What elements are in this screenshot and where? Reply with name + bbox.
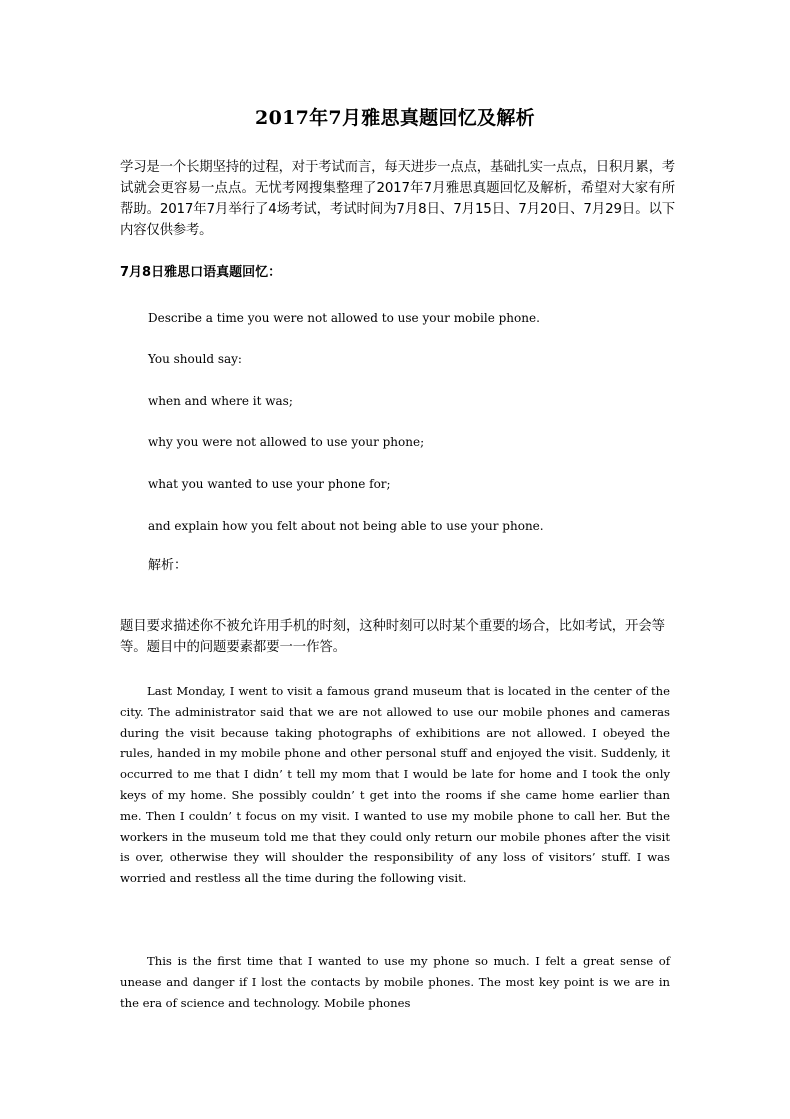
document-title: 2017年7月雅思真题回忆及解析 bbox=[255, 107, 535, 129]
question-point-3: what you wanted to use your phone for; bbox=[148, 477, 391, 491]
question-point-1: when and where it was; bbox=[148, 394, 293, 408]
intro-paragraph: 学习是一个长期坚持的过程，对于考试而言，每天进步一点点，基础扎实一点点，日积月累，考试就会更容易一点点。无忧考网搜集整理了2017年7月雅思真题回忆及解析，希望对大家有所帮助。2017年7月举行了4场考试，考试时间为7月8日、7月15日、7月20日、7月29日。以下内容仅供参考。 bbox=[120, 160, 675, 238]
question-prompt: Describe a time you were not allowed to use your mobile phone. bbox=[148, 311, 540, 325]
essay-paragraph-2: This is the first time that I wanted to use my phone so much. I felt a great sense of unease and danger if I lost the contacts by mobile phones. The most key point is we are in the era of science and technology. Mobile phones bbox=[120, 954, 670, 1010]
essay-paragraph-1: Last Monday, I went to visit a famous grand museum that is located in the center of the city. The administrator said that we are not allowed to use our mobile phones and cameras during the visit because taking photographs of exhibitions are not allowed. I obeyed the rules, handed in my mobile phone and other personal stuff and enjoyed the visit. Suddenly, it occurred to me that I didn’ t tell my mom that I would be late for home and I took the only keys of my home. She possibly couldn’ t get into the rooms if she came home earlier than me. Then I couldn’ t focus on my visit. I wanted to use my mobile phone to call her. But the workers in the museum told me that they could only return our mobile phones after the visit is over, otherwise they will shoulder the responsibility of any loss of visitors’ stuff. I was worried and restless all the time during the following visit. bbox=[120, 684, 670, 886]
section-heading: 7月8日雅思口语真题回忆： bbox=[120, 265, 282, 280]
analysis-label: 解析： bbox=[148, 558, 188, 573]
question-point-2: why you were not allowed to use your phone; bbox=[148, 435, 425, 449]
question-should-say: You should say: bbox=[148, 352, 242, 366]
question-point-4: and explain how you felt about not being able to use your phone. bbox=[148, 519, 544, 533]
analysis-paragraph: 题目要求描述你不被允许用手机的时刻，这种时刻可以时某个重要的场合，比如考试，开会等等。题目中的问题要素都要一一作答。 bbox=[120, 619, 665, 655]
